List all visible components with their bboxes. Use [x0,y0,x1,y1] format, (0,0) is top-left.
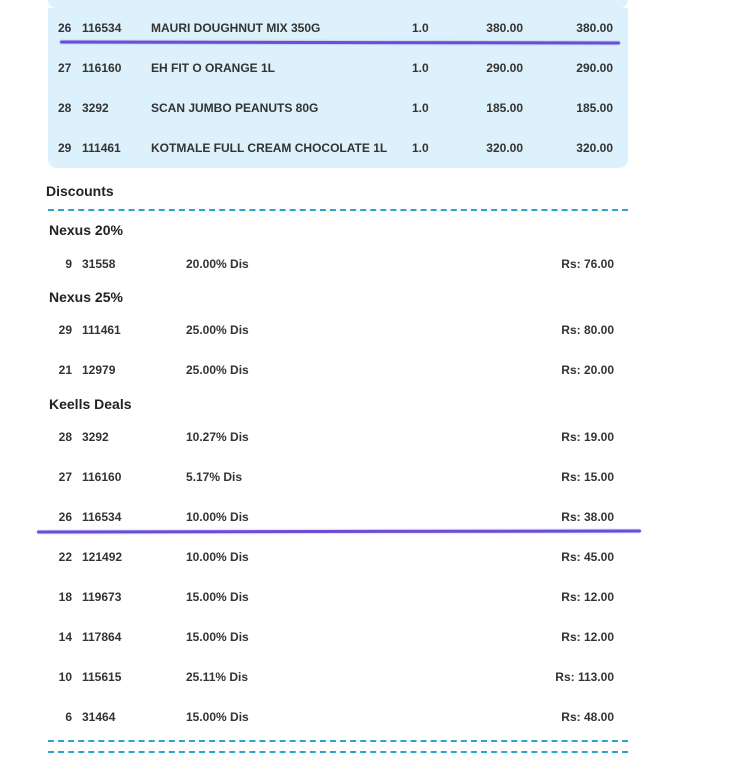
previous-item-row-edge [48,0,628,8]
discount-amount: Rs: 76.00 [561,257,614,271]
item-line-number: 28 [58,101,72,115]
discount-amount: Rs: 45.00 [561,550,614,564]
discount-item-code: 12979 [82,363,116,377]
item-total: 380.00 [576,21,613,35]
discount-row [48,617,628,657]
item-line-number: 26 [58,21,72,35]
item-line-number: 27 [58,61,72,75]
item-description: SCAN JUMBO PEANUTS 80G [151,101,319,115]
item-unit-price: 185.00 [486,101,523,115]
discount-amount: Rs: 12.00 [561,630,614,644]
discount-row [48,537,628,577]
discount-amount: Rs: 48.00 [561,710,614,724]
item-line-number: 29 [58,141,72,155]
item-row [48,48,628,88]
item-code: 111461 [82,141,121,155]
discount-line-number: 14 [58,630,72,644]
discount-percentage: 15.00% Dis [186,710,249,724]
item-total: 185.00 [576,101,613,115]
item-description: EH FIT O ORANGE 1L [151,61,276,75]
discount-percentage: 25.00% Dis [186,323,249,337]
discount-line-number: 18 [58,590,72,604]
item-total: 290.00 [576,61,613,75]
discount-row [48,350,628,390]
discount-percentage: 25.00% Dis [186,363,249,377]
item-row [48,88,628,128]
discount-percentage: 25.11% Dis [186,670,249,684]
discount-item-code: 115615 [82,670,122,684]
item-list [48,8,628,168]
item-quantity: 1.0 [412,141,429,155]
discount-percentage: 10.00% Dis [186,510,249,524]
section-divider [48,740,628,742]
discount-line-number: 6 [65,710,72,724]
discount-row [48,244,628,284]
discount-amount: Rs: 38.00 [561,510,614,524]
discount-amount: Rs: 113.00 [555,670,614,684]
discount-percentage: 15.00% Dis [186,630,249,644]
discount-item-code: 117864 [82,630,122,644]
discount-line-number: 28 [58,430,72,444]
discount-item-code: 3292 [82,430,109,444]
discount-amount: Rs: 19.00 [561,430,614,444]
discount-line-number: 29 [58,323,72,337]
discount-line-number: 10 [58,670,72,684]
discount-amount: Rs: 15.00 [561,470,614,484]
discount-line-number: 26 [58,510,72,524]
discount-line-number: 22 [58,550,72,564]
discount-amount: Rs: 12.00 [561,590,614,604]
discount-amount: Rs: 20.00 [561,363,614,377]
item-description: KOTMALE FULL CREAM CHOCOLATE 1L [151,141,388,155]
discounts-title: Discounts [46,183,114,199]
discount-item-code: 116160 [82,470,122,484]
discount-row [48,457,628,497]
discount-group-title: Nexus 20% [49,222,123,238]
item-total: 320.00 [576,141,613,155]
discount-row [48,417,628,457]
item-code: 116160 [82,61,122,75]
discount-percentage: 10.27% Dis [186,430,249,444]
discount-percentage: 15.00% Dis [186,590,249,604]
item-description: MAURI DOUGHNUT MIX 350G [151,21,321,35]
section-divider [48,751,628,753]
discount-percentage: 5.17% Dis [186,470,243,484]
discount-percentage: 20.00% Dis [186,257,249,271]
item-quantity: 1.0 [412,21,429,35]
discount-item-code: 111461 [82,323,121,337]
discount-row [48,657,628,697]
discount-group-title: Keells Deals [49,396,132,412]
discount-item-code: 119673 [82,590,122,604]
discount-row [48,577,628,617]
discount-item-code: 31464 [82,710,116,724]
discount-percentage: 10.00% Dis [186,550,249,564]
discount-group-title: Nexus 25% [49,289,123,305]
item-code: 116534 [82,21,122,35]
discount-row [48,310,628,350]
item-unit-price: 380.00 [486,21,523,35]
section-divider [48,209,628,211]
discount-line-number: 21 [58,363,72,377]
item-quantity: 1.0 [412,61,429,75]
item-row [48,128,628,168]
discount-line-number: 27 [58,470,72,484]
discount-line-number: 9 [65,257,72,271]
item-quantity: 1.0 [412,101,429,115]
discount-item-code: 31558 [82,257,116,271]
item-unit-price: 290.00 [486,61,523,75]
item-code: 3292 [82,101,109,115]
discount-item-code: 121492 [82,550,123,564]
item-unit-price: 320.00 [486,141,523,155]
discount-row [48,697,628,737]
discount-item-code: 116534 [82,510,122,524]
discount-amount: Rs: 80.00 [561,323,614,337]
